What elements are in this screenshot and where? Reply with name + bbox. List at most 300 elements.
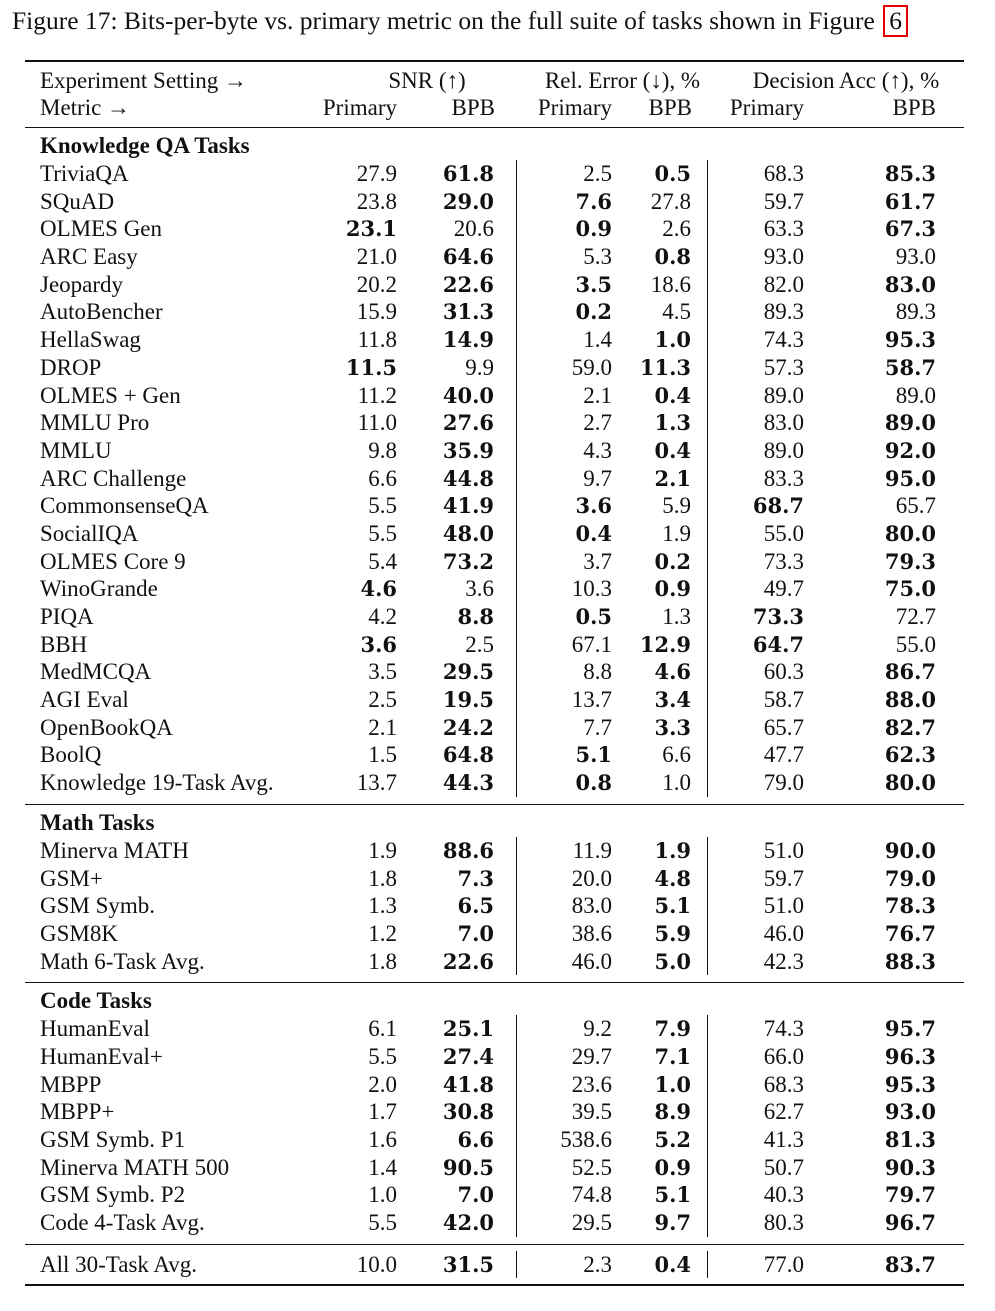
cell-snr-primary: 2.0 xyxy=(368,1071,397,1097)
cell-err-bpb: 7.9 xyxy=(612,1015,708,1043)
cell-err-primary: 11.9 xyxy=(572,837,612,863)
cell-err-primary: 5.3 xyxy=(583,244,612,270)
cell-snr-bpb: 29.5 xyxy=(409,658,517,686)
cell-acc-bpb: 65.7 xyxy=(895,493,936,519)
task-name: TriviaQA xyxy=(40,161,129,186)
cell-err-primary: 538.6 xyxy=(560,1127,612,1152)
task-name: AutoBencher xyxy=(40,299,163,325)
rel-error-group-header: Rel. Error (↓), % xyxy=(544,68,701,93)
cell-acc-primary: 80.3 xyxy=(763,1210,804,1236)
cell-acc-bpb: 80.0 xyxy=(884,520,936,546)
cell-err-primary: 7.7 xyxy=(583,714,612,740)
table-row xyxy=(25,492,964,520)
cell-err-primary: 3.5 xyxy=(575,271,612,297)
cell-snr-primary: 1.9 xyxy=(368,837,397,863)
task-name: Minerva MATH xyxy=(40,837,189,863)
snr-group-header: SNR (↑) xyxy=(388,68,466,93)
cell-acc-primary: 62.7 xyxy=(763,1099,804,1125)
cell-snr-primary: 1.8 xyxy=(368,948,397,974)
task-name: GSM+ xyxy=(40,865,103,891)
cell-acc-bpb: 80.0 xyxy=(884,770,936,796)
cell-snr-bpb: 29.0 xyxy=(409,188,517,216)
cell-err-bpb: 6.6 xyxy=(612,741,708,769)
cell-err-bpb: 1.0 xyxy=(612,326,708,354)
task-name: SocialIQA xyxy=(40,520,139,546)
cell-snr-primary: 1.2 xyxy=(368,920,397,946)
cell-err-bpb: 5.0 xyxy=(612,948,708,976)
table-row xyxy=(25,658,964,686)
task-name: OLMES Core 9 xyxy=(40,548,186,574)
table-row xyxy=(25,465,964,493)
cell-snr-primary: 1.4 xyxy=(368,1154,397,1180)
cell-snr-bpb: 25.1 xyxy=(409,1015,517,1043)
cell-acc-primary: 60.3 xyxy=(763,659,804,685)
cell-acc-bpb: 96.7 xyxy=(884,1210,936,1236)
cell-err-bpb: 0.4 xyxy=(612,1251,708,1279)
cell-snr-bpb: 41.9 xyxy=(409,492,517,520)
cell-snr-primary: 11.0 xyxy=(357,410,397,436)
table-section xyxy=(25,128,964,804)
table-row xyxy=(25,326,964,354)
cell-snr-primary: 21.0 xyxy=(356,244,397,270)
sub-header-acc-primary: Primary xyxy=(729,95,804,120)
cell-acc-bpb: 96.3 xyxy=(884,1043,936,1069)
cell-snr-bpb: 27.6 xyxy=(409,409,517,437)
table-row xyxy=(25,741,964,769)
cell-err-bpb: 5.1 xyxy=(612,892,708,920)
cell-snr-bpb: 61.8 xyxy=(409,160,517,188)
table-row xyxy=(25,188,964,216)
task-name: HumanEval xyxy=(40,1016,150,1042)
cell-err-bpb: 0.4 xyxy=(612,382,708,410)
cell-acc-bpb: 76.7 xyxy=(884,920,936,946)
cell-snr-primary: 6.6 xyxy=(368,465,397,491)
cell-err-bpb: 5.1 xyxy=(612,1181,708,1209)
cell-acc-bpb: 89.0 xyxy=(884,410,936,436)
table-row xyxy=(25,215,964,243)
cell-acc-primary: 49.7 xyxy=(763,576,804,602)
cell-err-bpb: 12.9 xyxy=(612,631,708,659)
cell-err-primary: 0.4 xyxy=(575,520,612,546)
cell-snr-primary: 6.1 xyxy=(368,1016,397,1042)
cell-acc-primary: 73.3 xyxy=(763,548,804,574)
cell-snr-bpb: 64.6 xyxy=(409,243,517,271)
cell-acc-primary: 74.3 xyxy=(763,327,804,353)
cell-snr-primary: 23.1 xyxy=(345,216,397,242)
table-row xyxy=(25,837,964,865)
table-row xyxy=(25,298,964,326)
table-row xyxy=(25,1098,964,1126)
cell-acc-primary: 57.3 xyxy=(763,354,804,380)
cell-err-bpb: 0.9 xyxy=(612,575,708,603)
cell-snr-bpb: 24.2 xyxy=(409,714,517,742)
cell-acc-primary: 58.7 xyxy=(763,687,804,713)
cell-acc-primary: 83.0 xyxy=(763,410,804,436)
cell-acc-primary: 77.0 xyxy=(763,1251,804,1277)
cell-err-bpb: 1.0 xyxy=(612,1071,708,1099)
cell-snr-primary: 1.6 xyxy=(368,1127,397,1152)
cell-snr-primary: 5.5 xyxy=(368,520,397,546)
cell-acc-bpb: 90.3 xyxy=(884,1154,936,1180)
cell-snr-primary: 4.6 xyxy=(360,576,397,602)
task-name: Math 6-Task Avg. xyxy=(40,948,205,974)
cell-snr-bpb: 31.3 xyxy=(409,298,517,326)
task-name: Minerva MATH 500 xyxy=(40,1154,230,1180)
cell-snr-primary: 1.7 xyxy=(368,1099,397,1125)
task-name: HumanEval+ xyxy=(40,1043,163,1069)
cell-err-bpb: 2.6 xyxy=(612,215,708,243)
cell-acc-primary: 89.0 xyxy=(763,382,804,408)
section-title: Knowledge QA Tasks xyxy=(40,133,250,158)
cell-acc-bpb: 93.0 xyxy=(895,244,936,270)
cell-err-primary: 74.8 xyxy=(571,1182,612,1208)
cell-snr-bpb: 7.0 xyxy=(409,920,517,948)
cell-acc-bpb: 89.3 xyxy=(895,299,936,325)
cell-err-primary: 23.6 xyxy=(571,1071,612,1097)
cell-err-primary: 39.5 xyxy=(571,1099,612,1125)
cell-acc-bpb: 75.0 xyxy=(884,576,936,602)
table-row xyxy=(25,1251,964,1279)
section-title: Code Tasks xyxy=(40,988,152,1014)
cell-snr-bpb: 90.5 xyxy=(409,1154,517,1182)
table-row xyxy=(25,603,964,631)
table-row xyxy=(25,1071,964,1099)
cell-snr-primary: 2.1 xyxy=(368,714,397,740)
cell-snr-bpb: 42.0 xyxy=(409,1209,517,1237)
table-section xyxy=(25,983,964,1244)
cell-err-primary: 10.3 xyxy=(571,576,612,602)
cell-err-primary: 0.8 xyxy=(575,770,612,796)
cell-err-primary: 0.9 xyxy=(575,216,612,242)
task-name: PIQA xyxy=(40,604,94,629)
cell-acc-primary: 59.7 xyxy=(763,188,804,214)
cell-err-primary: 9.2 xyxy=(583,1016,612,1042)
cell-snr-bpb: 8.8 xyxy=(409,603,517,631)
table-body xyxy=(25,128,964,1284)
cell-acc-primary: 68.3 xyxy=(763,161,804,186)
cell-err-bpb: 4.5 xyxy=(612,298,708,326)
table-row xyxy=(25,271,964,299)
cell-snr-primary: 2.5 xyxy=(368,687,397,713)
cell-err-primary: 7.6 xyxy=(575,188,612,214)
cell-err-primary: 29.5 xyxy=(571,1210,612,1236)
cell-snr-bpb: 22.6 xyxy=(409,948,517,976)
cell-err-primary: 9.7 xyxy=(583,465,612,491)
table-row xyxy=(25,920,964,948)
cell-err-bpb: 1.9 xyxy=(612,520,708,548)
cell-snr-primary: 5.5 xyxy=(368,1210,397,1236)
cell-acc-bpb: 55.0 xyxy=(895,631,936,657)
table-row xyxy=(25,631,964,659)
cell-err-bpb: 0.8 xyxy=(612,243,708,271)
cell-err-bpb: 0.5 xyxy=(612,160,708,188)
cell-err-primary: 2.1 xyxy=(583,382,612,408)
cell-err-primary: 4.3 xyxy=(583,437,612,463)
task-name: DROP xyxy=(40,354,102,380)
table-row xyxy=(25,892,964,920)
cell-err-primary: 59.0 xyxy=(571,354,612,380)
cell-err-primary: 52.5 xyxy=(571,1154,612,1180)
cell-snr-bpb: 27.4 xyxy=(409,1043,517,1071)
task-name: Jeopardy xyxy=(40,271,124,297)
task-name: GSM8K xyxy=(40,920,118,946)
cell-err-primary: 3.6 xyxy=(575,493,612,519)
table-row xyxy=(25,1154,964,1182)
cell-acc-bpb: 82.7 xyxy=(884,714,936,740)
cell-snr-primary: 1.8 xyxy=(368,865,397,891)
cell-acc-bpb: 90.0 xyxy=(884,837,936,863)
cell-acc-bpb: 58.7 xyxy=(884,354,936,380)
cell-acc-primary: 66.0 xyxy=(763,1043,804,1069)
cell-acc-primary: 82.0 xyxy=(763,271,804,297)
cell-err-primary: 67.1 xyxy=(571,631,612,657)
cell-snr-bpb: 7.3 xyxy=(409,865,517,893)
cell-snr-primary: 5.5 xyxy=(368,493,397,519)
cell-acc-primary: 50.7 xyxy=(763,1154,804,1180)
cell-err-bpb: 8.9 xyxy=(612,1098,708,1126)
task-name: MMLU Pro xyxy=(40,410,150,436)
task-name: WinoGrande xyxy=(40,576,158,602)
cell-acc-bpb: 83.7 xyxy=(884,1251,936,1277)
table-row xyxy=(25,382,964,410)
task-name: All 30-Task Avg. xyxy=(40,1251,198,1277)
table-row xyxy=(25,520,964,548)
metric-label: Metric → xyxy=(40,95,131,120)
cell-snr-bpb: 22.6 xyxy=(409,271,517,299)
cell-snr-bpb: 6.5 xyxy=(409,892,517,920)
figure-caption xyxy=(12,5,987,37)
cell-acc-primary: 89.3 xyxy=(763,299,804,325)
table-row xyxy=(25,160,964,188)
cell-snr-bpb: 88.6 xyxy=(409,837,517,865)
task-name: OLMES + Gen xyxy=(40,382,181,408)
cell-snr-primary: 1.0 xyxy=(368,1182,397,1208)
cell-err-bpb: 5.9 xyxy=(612,920,708,948)
cell-snr-bpb: 31.5 xyxy=(409,1251,517,1279)
cell-err-bpb: 11.3 xyxy=(612,354,708,382)
cell-acc-bpb: 85.3 xyxy=(884,161,936,186)
cell-acc-bpb: 93.0 xyxy=(884,1099,936,1125)
cell-snr-primary: 13.7 xyxy=(356,770,397,796)
cell-acc-bpb: 79.0 xyxy=(884,865,936,891)
cell-snr-bpb: 41.8 xyxy=(409,1071,517,1099)
cell-snr-bpb: 7.0 xyxy=(409,1181,517,1209)
cell-snr-primary: 11.2 xyxy=(357,382,397,408)
cell-snr-primary: 3.6 xyxy=(360,631,397,657)
cell-err-primary: 5.1 xyxy=(575,742,612,768)
cell-err-bpb: 0.4 xyxy=(612,437,708,465)
table-row xyxy=(25,1043,964,1071)
cell-snr-bpb: 6.6 xyxy=(409,1126,517,1154)
table-section xyxy=(25,805,964,982)
table-row xyxy=(25,1015,964,1043)
task-name: BoolQ xyxy=(40,742,102,768)
cell-acc-primary: 42.3 xyxy=(763,948,804,974)
table-row xyxy=(25,354,964,382)
cell-snr-bpb: 3.6 xyxy=(409,575,517,603)
cell-snr-bpb: 30.8 xyxy=(409,1098,517,1126)
cell-acc-bpb: 62.3 xyxy=(884,742,936,768)
cell-acc-bpb: 89.0 xyxy=(895,382,936,408)
cell-snr-primary: 10.0 xyxy=(356,1251,397,1277)
table-row xyxy=(25,714,964,742)
caption-text: Figure 17: Bits-per-byte vs. primary metric on the full suite of tasks shown in Figure xyxy=(12,6,875,35)
cell-err-bpb: 0.9 xyxy=(612,1154,708,1182)
cell-snr-bpb: 20.6 xyxy=(409,215,517,243)
cell-snr-bpb: 9.9 xyxy=(409,354,517,382)
table-row xyxy=(25,243,964,271)
cell-snr-primary: 23.8 xyxy=(356,188,397,214)
cell-acc-bpb: 88.3 xyxy=(884,948,936,974)
cell-err-primary: 3.7 xyxy=(583,548,612,574)
cell-snr-primary: 15.9 xyxy=(356,299,397,325)
decision-acc-group-header: Decision Acc (↑), % xyxy=(752,68,940,93)
cell-acc-bpb: 88.0 xyxy=(884,687,936,713)
cell-err-bpb: 7.1 xyxy=(612,1043,708,1071)
cell-err-bpb: 1.3 xyxy=(612,409,708,437)
table-row xyxy=(25,1181,964,1209)
task-name: ARC Challenge xyxy=(40,465,187,491)
results-table xyxy=(25,60,964,1286)
cell-snr-primary: 4.2 xyxy=(368,604,397,629)
cell-acc-bpb: 79.3 xyxy=(884,548,936,574)
cell-acc-primary: 51.0 xyxy=(763,837,804,863)
cell-acc-bpb: 95.3 xyxy=(884,1071,936,1097)
cell-err-bpb: 9.7 xyxy=(612,1209,708,1237)
cell-snr-bpb: 64.8 xyxy=(409,741,517,769)
task-name: SQuAD xyxy=(40,188,115,214)
cell-acc-bpb: 61.7 xyxy=(884,188,936,214)
cell-snr-bpb: 19.5 xyxy=(409,686,517,714)
task-name: OLMES Gen xyxy=(40,216,163,242)
cell-snr-bpb: 73.2 xyxy=(409,548,517,576)
cell-err-primary: 1.4 xyxy=(583,327,612,353)
cell-err-bpb: 2.1 xyxy=(612,465,708,493)
task-name: MBPP xyxy=(40,1071,102,1097)
table-row xyxy=(25,575,964,603)
cell-snr-bpb: 40.0 xyxy=(409,382,517,410)
task-name: GSM Symb. xyxy=(40,893,156,919)
cell-acc-bpb: 95.0 xyxy=(884,465,936,491)
cell-snr-bpb: 35.9 xyxy=(409,437,517,465)
header-row-metric xyxy=(25,94,964,121)
cell-err-primary: 2.7 xyxy=(583,410,612,436)
cell-err-bpb: 0.2 xyxy=(612,548,708,576)
cell-acc-primary: 64.7 xyxy=(752,631,804,657)
task-name: Knowledge 19-Task Avg. xyxy=(40,770,274,796)
total-section xyxy=(25,1245,964,1285)
table-row xyxy=(25,548,964,576)
cell-err-bpb: 18.6 xyxy=(612,271,708,299)
cell-acc-primary: 47.7 xyxy=(763,742,804,768)
figure-reference-link[interactable]: 6 xyxy=(883,5,908,37)
cell-acc-bpb: 81.3 xyxy=(884,1127,936,1152)
table-row xyxy=(25,686,964,714)
cell-snr-primary: 1.5 xyxy=(368,742,397,768)
cell-acc-primary: 68.7 xyxy=(752,493,804,519)
cell-err-bpb: 5.2 xyxy=(612,1126,708,1154)
table-row xyxy=(25,437,964,465)
cell-acc-primary: 74.3 xyxy=(763,1016,804,1042)
cell-acc-bpb: 72.7 xyxy=(895,604,936,629)
cell-acc-bpb: 83.0 xyxy=(884,271,936,297)
table-row xyxy=(25,948,964,976)
cell-err-primary: 13.7 xyxy=(571,687,612,713)
cell-acc-primary: 93.0 xyxy=(763,244,804,270)
task-name: MBPP+ xyxy=(40,1099,115,1125)
cell-err-primary: 8.8 xyxy=(583,659,612,685)
cell-acc-bpb: 79.7 xyxy=(884,1182,936,1208)
task-name: MedMCQA xyxy=(40,659,152,685)
cell-err-bpb: 1.9 xyxy=(612,837,708,865)
sub-header-snr-primary: Primary xyxy=(322,95,397,120)
cell-acc-bpb: 95.7 xyxy=(884,1016,936,1042)
cell-acc-primary: 40.3 xyxy=(763,1182,804,1208)
experiment-setting-label: Experiment Setting → xyxy=(40,68,247,93)
cell-err-bpb: 3.3 xyxy=(612,714,708,742)
cell-acc-primary: 46.0 xyxy=(763,920,804,946)
cell-acc-bpb: 78.3 xyxy=(884,893,936,919)
cell-acc-primary: 63.3 xyxy=(763,216,804,242)
task-name: CommonsenseQA xyxy=(40,493,209,519)
header-row-settings xyxy=(25,67,964,94)
cell-acc-primary: 41.3 xyxy=(763,1127,804,1152)
task-name: ARC Easy xyxy=(40,244,138,270)
cell-err-bpb: 27.8 xyxy=(612,188,708,216)
cell-acc-primary: 89.0 xyxy=(763,437,804,463)
cell-snr-primary: 5.5 xyxy=(368,1043,397,1069)
cell-err-bpb: 4.8 xyxy=(612,865,708,893)
cell-snr-bpb: 48.0 xyxy=(409,520,517,548)
cell-snr-bpb: 44.3 xyxy=(409,769,517,797)
cell-err-primary: 29.7 xyxy=(571,1043,612,1069)
sub-header-err-bpb: BPB xyxy=(648,95,692,120)
cell-acc-primary: 59.7 xyxy=(763,865,804,891)
task-name: Code 4-Task Avg. xyxy=(40,1210,205,1236)
sub-header-acc-bpb: BPB xyxy=(892,95,936,120)
task-name: HellaSwag xyxy=(40,327,141,353)
cell-acc-primary: 73.3 xyxy=(752,604,804,629)
cell-acc-bpb: 86.7 xyxy=(884,659,936,685)
task-name: OpenBookQA xyxy=(40,714,173,740)
cell-acc-primary: 51.0 xyxy=(763,893,804,919)
cell-snr-primary: 1.3 xyxy=(368,893,397,919)
table-row xyxy=(25,409,964,437)
cell-err-bpb: 1.3 xyxy=(612,603,708,631)
cell-snr-primary: 11.8 xyxy=(357,327,397,353)
cell-acc-primary: 79.0 xyxy=(763,770,804,796)
section-title: Math Tasks xyxy=(40,809,155,835)
table-row xyxy=(25,1209,964,1237)
cell-err-primary: 38.6 xyxy=(571,920,612,946)
cell-acc-primary: 65.7 xyxy=(763,714,804,740)
table-row xyxy=(25,769,964,797)
cell-snr-primary: 9.8 xyxy=(368,437,397,463)
cell-snr-bpb: 2.5 xyxy=(409,631,517,659)
table-row xyxy=(25,865,964,893)
cell-acc-bpb: 67.3 xyxy=(884,216,936,242)
table-bottom-rule xyxy=(25,1284,964,1286)
cell-snr-primary: 11.5 xyxy=(345,354,397,380)
task-name: MMLU xyxy=(40,437,112,463)
cell-snr-primary: 5.4 xyxy=(368,548,397,574)
cell-err-primary: 2.3 xyxy=(583,1251,612,1277)
cell-err-primary: 0.2 xyxy=(575,299,612,325)
cell-snr-primary: 20.2 xyxy=(356,271,397,297)
cell-snr-bpb: 14.9 xyxy=(409,326,517,354)
cell-err-primary: 20.0 xyxy=(571,865,612,891)
task-name: GSM Symb. P2 xyxy=(40,1182,186,1208)
